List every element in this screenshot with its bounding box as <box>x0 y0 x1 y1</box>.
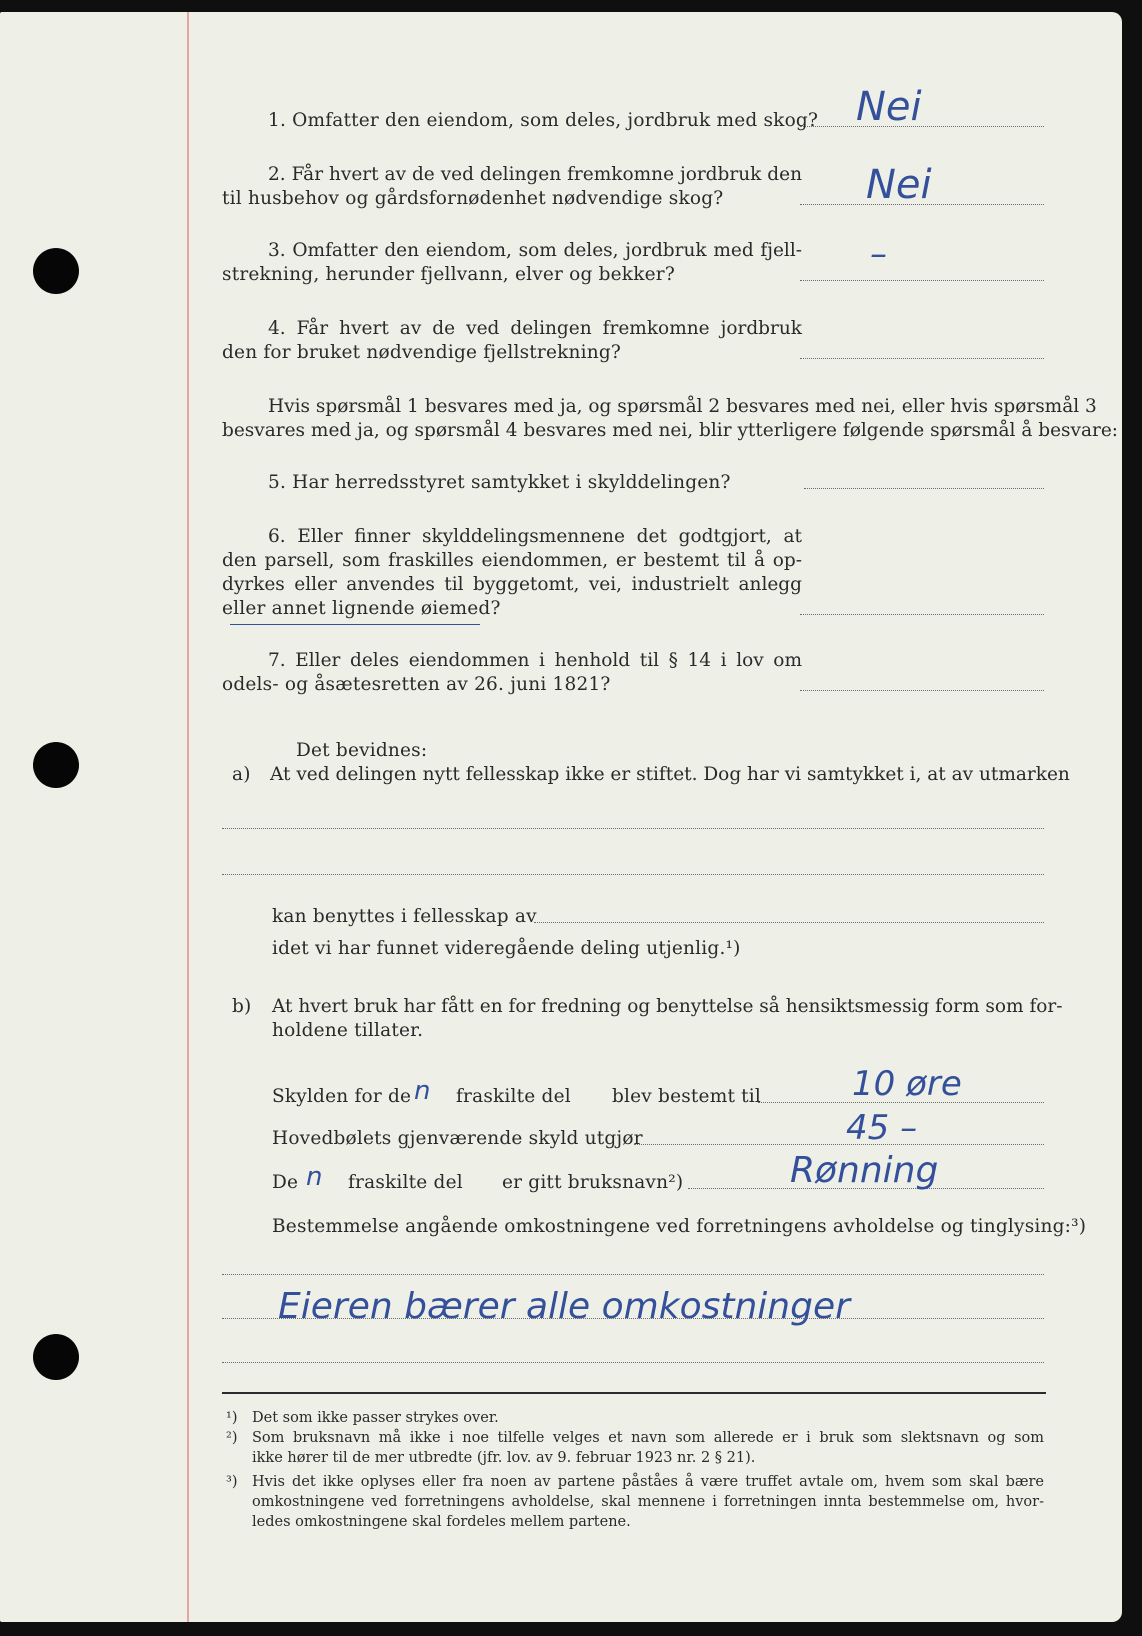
certify-heading: Det bevidnes: <box>296 740 428 761</box>
question-6-line-4: eller annet lignende øiemed? <box>222 598 501 619</box>
margin-line <box>187 12 189 1622</box>
blank-line-1 <box>222 828 1044 829</box>
skyld-label: Skylden for de <box>272 1086 412 1107</box>
certify-b-line-1: At hvert bruk har fått en for fredning og benyttelse så hensiktsmessig form som for- <box>272 996 1063 1017</box>
answer-1: Nei <box>856 84 922 130</box>
costs-label: Bestemmelse angående omkostningene ved forretningens avholdelse og tinglysing:³) <box>272 1216 1087 1237</box>
costs-line-3 <box>222 1362 1044 1363</box>
hoved-line <box>634 1144 1044 1145</box>
shared-use-label: kan benyttes i fellesskap av <box>272 906 537 927</box>
footnote-3-line-3: ledes omkostningene skal fordeles mellem partene. <box>252 1514 631 1530</box>
question-2-line-1: 2. Får hvert av de ved delingen fremkomne jordbruk den <box>268 164 802 185</box>
conditional-line-1: Hvis spørsmål 1 besvares med ja, og spørsmål 2 besvares med nei, eller hvis spørsmål 3 <box>268 396 1097 417</box>
skyld-value: 10 øre <box>852 1064 962 1104</box>
costs-line-2 <box>222 1318 1044 1319</box>
certify-b-label: b) <box>232 996 252 1017</box>
punch-hole-top <box>33 248 79 294</box>
footnote-2-mark: ²) <box>226 1430 238 1446</box>
name-value: Rønning <box>790 1150 939 1191</box>
answer-line-7 <box>800 690 1044 691</box>
question-7-line-1: 7. Eller deles eiendommen i henhold til § 14 i lov om <box>268 650 802 671</box>
footnote-1-text: Det som ikke passer strykes over. <box>252 1410 499 1426</box>
skyld-label-3: blev bestemt til <box>612 1086 762 1107</box>
question-3-line-1: 3. Omfatter den eiendom, som deles, jordbruk med fjell- <box>268 240 802 261</box>
name-label: De <box>272 1172 299 1193</box>
footnote-2-line-2: ikke hører til de mer utbredte (jfr. lov. av 9. februar 1923 nr. 2 § 21). <box>252 1450 756 1466</box>
conditional-line-2: besvares med ja, og spørsmål 4 besvares med nei, blir ytterligere følgende spørsmål å besvare: <box>222 420 1119 441</box>
answer-line-6 <box>800 614 1044 615</box>
question-7-line-2: odels- og åsætesretten av 26. juni 1821? <box>222 674 611 695</box>
certify-a-label: a) <box>232 764 251 785</box>
answer-line-4 <box>800 358 1044 359</box>
question-3-line-2: strekning, herunder fjellvann, elver og bekker? <box>222 264 675 285</box>
skyld-mark: n <box>414 1076 431 1106</box>
answer-2: Nei <box>866 162 932 208</box>
footnote-1-mark: ¹) <box>226 1410 238 1426</box>
form-page <box>0 12 1122 1622</box>
question-1: 1. Omfatter den eiendom, som deles, jordbruk med skog? <box>268 110 819 131</box>
handwritten-underline <box>230 624 480 625</box>
footnote-3-mark: ³) <box>226 1474 238 1490</box>
question-6-line-1: 6. Eller finner skylddelingsmennene det godtgjort, at <box>268 526 802 547</box>
blank-line-2 <box>222 874 1044 875</box>
hoved-value: 45 – <box>846 1108 918 1148</box>
question-4-line-2: den for bruket nødvendige fjellstrekning? <box>222 342 622 363</box>
certify-b-line-2: holdene tillater. <box>272 1020 424 1041</box>
footnote-3-line-2: omkostningene ved forretningens avholdelse, skal mennene i forretningen innta bestemmelse om, hvor- <box>252 1494 1044 1510</box>
hoved-label: Hovedbølets gjenværende skyld utgjør <box>272 1128 643 1149</box>
skyld-label-2: fraskilte del <box>456 1086 571 1107</box>
question-6-line-2: den parsell, som fraskilles eiendommen, er bestemt til å op- <box>222 550 802 571</box>
footnote-rule <box>222 1392 1046 1394</box>
question-5: 5. Har herredsstyret samtykket i skylddelingen? <box>268 472 731 493</box>
question-6-line-3: dyrkes eller anvendes til byggetomt, vei, industrielt anlegg <box>222 574 802 595</box>
answer-line-1 <box>800 126 1044 127</box>
answer-3: – <box>870 234 887 274</box>
name-label-2: fraskilte del <box>348 1172 463 1193</box>
footnote-2-line-1: Som bruksnavn må ikke i noe tilfelle velges et navn som allerede er i bruk som slektsnavn og som <box>252 1430 1044 1446</box>
name-mark: n <box>306 1162 323 1192</box>
further-division: idet vi har funnet videregående deling utjenlig.¹) <box>272 938 741 959</box>
costs-value: Eieren bærer alle omkostninger <box>278 1286 850 1327</box>
shared-use-line <box>534 922 1044 923</box>
punch-hole-bottom <box>33 1334 79 1380</box>
answer-line-5 <box>804 488 1044 489</box>
answer-line-3 <box>800 280 1044 281</box>
punch-hole-middle <box>33 742 79 788</box>
certify-a-text: At ved delingen nytt fellesskap ikke er stiftet. Dog har vi samtykket i, at av utmarken <box>270 764 1070 785</box>
name-label-3: er gitt bruksnavn²) <box>502 1172 684 1193</box>
costs-line-1 <box>222 1274 1044 1275</box>
question-2-line-2: til husbehov og gårdsfornødenhet nødvendige skog? <box>222 188 724 209</box>
footnote-3-line-1: Hvis det ikke oplyses eller fra noen av partene påståes å være truffet avtale om, hvem som skal bære <box>252 1474 1044 1490</box>
question-4-line-1: 4. Får hvert av de ved delingen fremkomne jordbruk <box>268 318 802 339</box>
